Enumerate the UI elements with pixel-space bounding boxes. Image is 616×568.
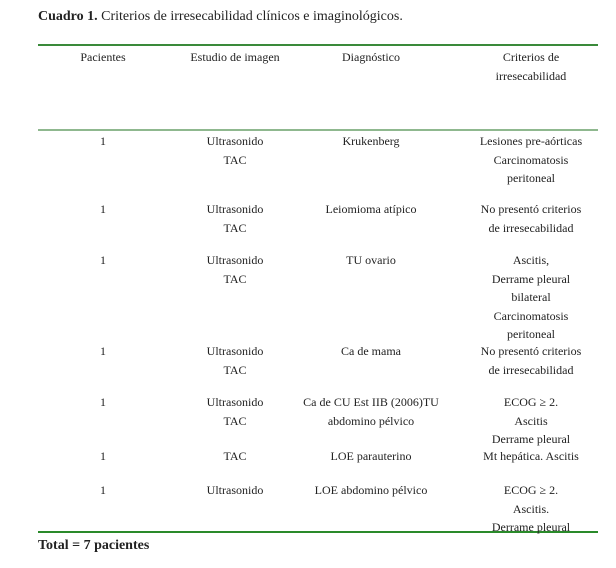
cell-criterios: Ascitis, Derrame pleural bilateral Carcinomatosis peritoneal	[491, 253, 571, 341]
cell-pacientes: 1	[100, 253, 106, 267]
total: Total = 7 pacientes	[38, 538, 150, 553]
caption-text: Criterios de irresecabilidad clínicos e imaginológicos.	[97, 9, 403, 24]
header-criterios: Criterios de irresecabilidad	[495, 50, 567, 83]
cell-pacientes: 1	[100, 483, 106, 497]
cell-pacientes: 1	[100, 449, 106, 463]
table-caption	[38, 9, 403, 25]
cell-criterios: No presentó criterios de irresecabilidad	[480, 344, 582, 377]
header-pacientes: Pacientes	[80, 50, 126, 64]
cell-diagnostico: LOE parauterino	[330, 449, 412, 463]
cell-criterios: Mt hepática. Ascitis	[483, 449, 579, 463]
cell-criterios: ECOG ≥ 2. Ascitis. Derrame pleural	[491, 483, 571, 534]
cell-pacientes: 1	[100, 395, 106, 409]
cell-estudio: Ultrasonido TAC	[206, 344, 264, 377]
cell-criterios: ECOG ≥ 2. Ascitis Derrame pleural	[491, 395, 571, 446]
cell-estudio: Ultrasonido TAC	[206, 395, 264, 428]
cell-diagnostico: TU ovario	[346, 253, 396, 267]
cell-estudio: Ultrasonido TAC	[206, 253, 264, 286]
cell-pacientes: 1	[100, 202, 106, 216]
cell-diagnostico: Ca de mama	[341, 344, 401, 358]
header-diagnostico: Diagnóstico	[342, 50, 400, 64]
top-rule	[38, 44, 598, 46]
cell-pacientes: 1	[100, 134, 106, 148]
cell-diagnostico: LOE abdomino pélvico	[314, 483, 428, 497]
caption-label: Cuadro 1.	[38, 9, 98, 24]
cell-criterios: No presentó criterios de irresecabilidad	[480, 202, 582, 235]
cell-estudio: Ultrasonido	[206, 483, 264, 497]
cell-diagnostico: Krukenberg	[342, 134, 400, 148]
cell-estudio: TAC	[223, 449, 247, 463]
cell-estudio: Ultrasonido TAC	[206, 134, 264, 167]
cell-diagnostico: Leiomioma atípico	[325, 202, 417, 216]
cell-diagnostico: Ca de CU Est IIB (2006)TU abdomino pélvico	[303, 395, 439, 428]
cell-pacientes: 1	[100, 344, 106, 358]
header-rule	[38, 129, 598, 131]
cell-criterios: Lesiones pre-aórticas Carcinomatosis peritoneal	[479, 134, 583, 185]
cell-estudio: Ultrasonido TAC	[206, 202, 264, 235]
header-estudio: Estudio de imagen	[190, 50, 280, 64]
